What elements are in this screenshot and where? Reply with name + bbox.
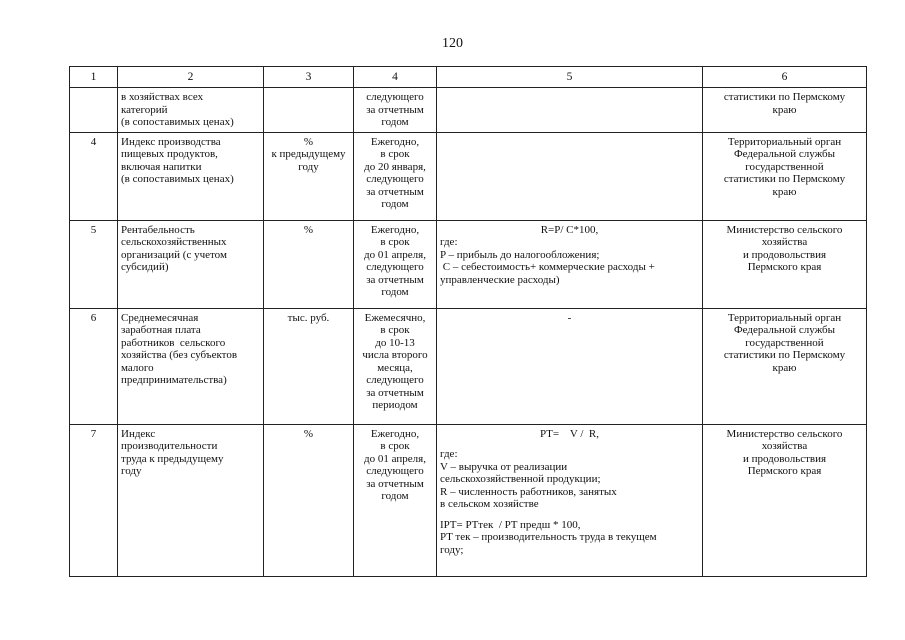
data-source-cell [703,424,867,576]
data-source-line: Пермского края [747,465,822,477]
indicator-name-line: организаций (с учетом [121,248,227,261]
indicator-name-line: хозяйства (без субъектов [121,349,238,361]
indicator-name-line: Индекс [121,427,156,440]
data-source-line: статистики по Пермскому [723,91,846,103]
row-number: 4 [90,135,97,148]
header-cell-6: 6 [703,67,867,88]
unit-of-measure-line: % [303,135,314,148]
reporting-period-line: периодом [372,399,418,411]
reporting-period-line: числа второго [362,349,428,361]
reporting-period-cell [354,424,437,576]
reporting-period-line: Ежегодно, [370,223,420,236]
indicator-name-line: пищевых продуктов, [121,148,218,160]
unit-of-measure-line: % [303,427,314,440]
reporting-period-line: в срок [380,148,410,160]
indicator-name-line: году [121,465,142,477]
indicator-name-line: малого [121,361,154,374]
data-source-line: хозяйства [761,440,808,452]
reporting-period-cell [354,220,437,308]
indicator-name-line: Индекс производства [121,135,221,148]
reporting-period-line: следующего [366,465,424,477]
calculation-formula-line: IPT= PTтек / PT предш * 100, [440,518,581,531]
data-source-cell [703,88,867,133]
unit-of-measure-line: году [298,160,319,173]
data-source-line: и продовольствия [742,452,827,465]
reporting-period-line: в срок [380,440,410,452]
reporting-period-line: Ежегодно, [370,135,420,148]
indicator-name-cell [118,88,264,133]
reporting-period-line: Ежегодно, [370,427,420,440]
reporting-period-line: Ежемесячно, [364,311,426,324]
calculation-formula-line: - [567,311,572,324]
header-cell-5: 5 [437,67,703,88]
indicators-table [69,66,867,577]
calculation-formula-line [440,440,699,448]
data-source-cell [703,308,867,424]
calculation-formula-line: PT тек – производительность труда в текущем [440,531,657,543]
reporting-period-cell [354,88,437,133]
reporting-period-line: в срок [380,324,410,336]
row-number-cell [70,132,118,220]
calculation-formula-cell [437,424,703,576]
reporting-period-line: следующего [366,173,424,185]
table-row [70,132,867,220]
data-source-line: Министерство сельского [726,427,843,440]
row-number-cell [70,308,118,424]
reporting-period-line: до 10-13 [375,336,415,349]
indicator-name-line: субсидий) [121,261,169,273]
data-source-line: краю [772,103,797,116]
reporting-period-line: до 01 апреля, [364,452,426,465]
indicator-name-cell [118,424,264,576]
indicator-name-line: сельскохозяйственных [121,236,227,248]
indicator-name-cell [118,220,264,308]
data-source-line: Территориальный орган [727,135,842,148]
unit-of-measure-line: к предыдущему [271,148,346,160]
indicator-name-cell [118,132,264,220]
row-number-cell [70,220,118,308]
calculation-formula-line: V – выручка от реализации [440,460,568,473]
calculation-formula-cell [437,308,703,424]
reporting-period-line: за отчетным [366,386,424,399]
header-row [70,67,867,88]
row-number: 6 [90,311,97,324]
calculation-formula-line: где: [440,236,458,248]
calculation-formula-line [440,511,699,519]
indicator-name-line: категорий [121,103,168,116]
data-source-line: Министерство сельского [726,223,843,236]
indicator-name-line: в хозяйствах всех [121,91,204,103]
unit-of-measure-line: % [303,223,314,236]
data-source-line: и продовольствия [742,248,827,261]
data-source-line: Территориальный орган [727,311,842,324]
unit-of-measure-cell [264,308,354,424]
reporting-period-line: за отчетным [366,273,424,286]
row-number-cell [70,88,118,133]
reporting-period-cell [354,308,437,424]
header-cell-3: 3 [264,67,354,88]
header-cell-2: 2 [118,67,264,88]
calculation-formula-line: сельскохозяйственной продукции; [440,473,601,485]
calculation-formula-cell [437,220,703,308]
indicator-name-line: Среднемесячная [121,311,199,324]
row-number: 5 [90,223,97,236]
reporting-period-cell [354,132,437,220]
table-row [70,308,867,424]
calculation-formula-line: PT= V / R, [540,427,599,440]
indicator-name-line: труда к предыдущему [121,452,224,465]
header-cell-4: 4 [354,67,437,88]
header-cell-1: 1 [70,67,118,88]
data-source-line: государственной [745,336,824,349]
data-source-line: Федеральной службы [733,148,836,160]
data-source-line: государственной [745,160,824,173]
row-number-cell [70,424,118,576]
calculation-formula-line: в сельском хозяйстве [440,498,539,510]
indicator-name-line: (в сопоставимых ценах) [121,116,234,128]
data-source-cell [703,220,867,308]
indicator-name-line: (в сопоставимых ценах) [121,173,234,185]
data-source-line: краю [772,361,797,374]
calculation-formula-cell [437,88,703,133]
data-source-line: Пермского края [747,261,822,273]
calculation-formula-line: R – численность работников, занятых [440,485,617,498]
reporting-period-line: годом [381,286,409,298]
calculation-formula-cell [437,132,703,220]
unit-of-measure-cell [264,132,354,220]
reporting-period-line: в срок [380,236,410,248]
reporting-period-line: за отчетным [366,477,424,490]
indicator-name-line: работников сельского [121,336,226,349]
data-source-line: хозяйства [761,236,808,248]
unit-of-measure-cell [264,220,354,308]
reporting-period-line: до 20 января, [364,160,426,173]
reporting-period-line: за отчетным [366,103,424,116]
data-source-line: Федеральной службы [733,324,836,336]
calculation-formula-line: где: [440,448,458,460]
reporting-period-line: годом [381,490,409,502]
reporting-period-line: следующего [366,261,424,273]
reporting-period-line: следующего [366,374,424,386]
unit-of-measure-cell [264,88,354,133]
calculation-formula-line: P – прибыль до налогообложения; [440,248,600,261]
calculation-formula-line: году; [440,543,464,556]
data-source-line: краю [772,185,797,198]
indicator-name-line: Рентабельность [121,223,195,236]
indicator-name-line: включая напитки [121,160,202,173]
calculation-formula-line: R=P/ C*100, [540,223,599,236]
unit-of-measure-cell [264,424,354,576]
indicator-name-cell [118,308,264,424]
reporting-period-line: следующего [366,91,424,103]
reporting-period-line: до 01 апреля, [364,248,426,261]
data-source-line: статистики по Пермскому [723,349,846,361]
table-row [70,424,867,576]
reporting-period-line: месяца, [377,361,413,374]
indicator-name-line: предпринимательства) [121,374,227,386]
table-row [70,220,867,308]
reporting-period-line: годом [381,116,409,128]
page-number: 120 [442,36,463,51]
row-number: 7 [90,427,97,440]
data-source-cell [703,132,867,220]
calculation-formula-line: управленческие расходы) [440,273,560,286]
indicator-name-line: производительности [121,440,218,452]
data-source-line: статистики по Пермскому [723,173,846,185]
calculation-formula-line: C – себестоимость+ коммерческие расходы + [440,261,655,273]
indicator-name-line: заработная плата [121,324,201,336]
reporting-period-line: за отчетным [366,185,424,198]
table-row [70,88,867,133]
unit-of-measure-line: тыс. руб. [287,311,330,324]
reporting-period-line: годом [381,198,409,210]
